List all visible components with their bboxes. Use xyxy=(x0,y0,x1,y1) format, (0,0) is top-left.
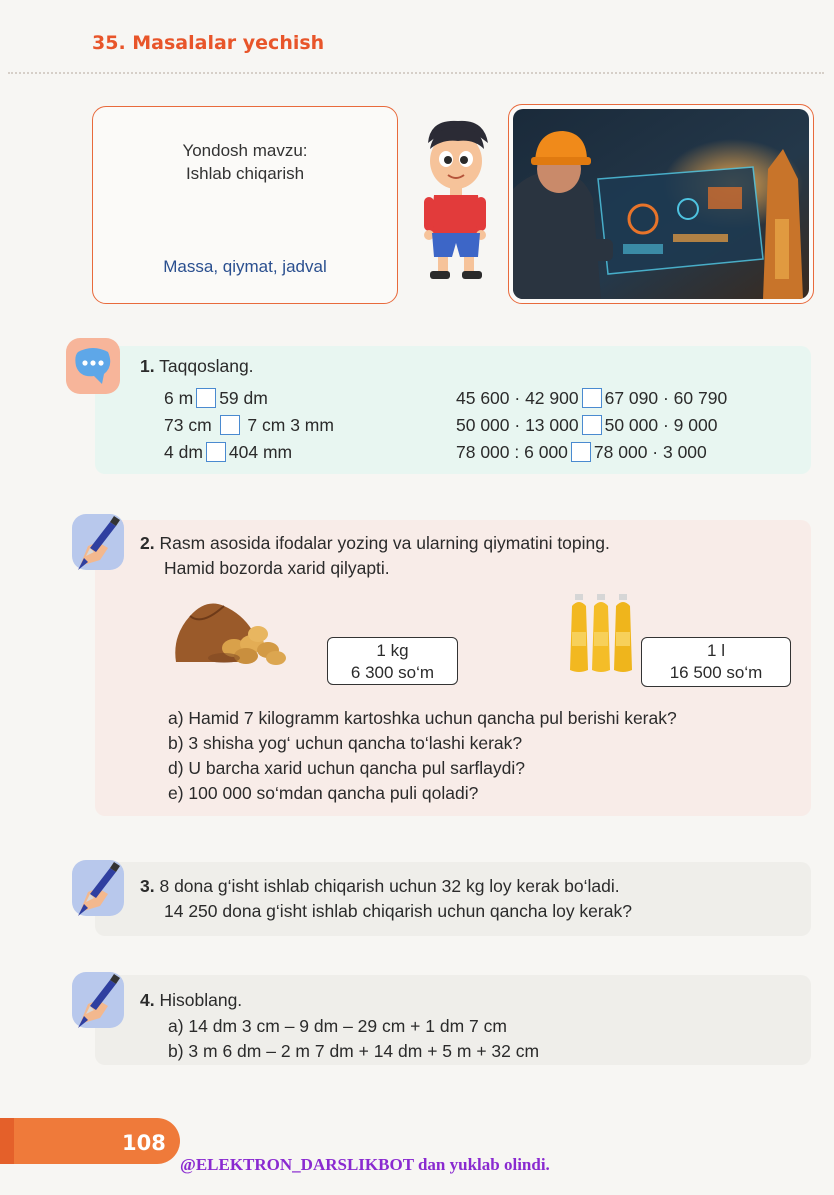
boy-illustration xyxy=(410,115,500,285)
factory-photo xyxy=(508,104,814,304)
pencil-hand-icon xyxy=(68,512,126,574)
task1-right-row: 50 000 · 13 000 50 000 · 9 000 xyxy=(456,415,718,435)
answer-box[interactable] xyxy=(582,388,602,408)
oil-price-tag xyxy=(641,637,791,687)
potato-price-qty: 1 kg xyxy=(376,641,409,660)
answer-box[interactable] xyxy=(582,415,602,435)
task4-expression-a: a) 14 dm 3 cm – 9 dm – 29 cm + 1 dm 7 cm xyxy=(168,1016,507,1036)
watermark: @ELEKTRON_DARSLIKBOT dan yuklab olindi. xyxy=(180,1155,550,1174)
oil-price-value: 16 500 so‘m xyxy=(669,663,763,682)
task4-expression-b: b) 3 m 6 dm – 2 m 7 dm + 14 dm + 5 m + 32 cm xyxy=(168,1041,540,1061)
task3-line1: 3. 8 dona g‘isht ishlab chiqarish uchun 32 kg loy kerak bo‘ladi. xyxy=(140,876,620,896)
answer-box[interactable] xyxy=(196,388,216,408)
potato-sack-image xyxy=(172,596,292,666)
oil-price-qty: 1 l xyxy=(707,641,725,660)
answer-box[interactable] xyxy=(571,442,591,462)
answer-box[interactable] xyxy=(206,442,226,462)
potato-price-tag xyxy=(327,637,458,685)
pencil-hand-icon xyxy=(68,858,126,920)
task1-left-row: 4 dm 404 mm xyxy=(164,442,293,462)
speech-bubble-icon xyxy=(64,336,122,398)
task2-question-b: b) 3 shisha yog‘ uchun qancha to‘lashi kerak? xyxy=(168,733,523,753)
factory-photo-image xyxy=(513,109,809,299)
task4-instruction: 4. Hisoblang. xyxy=(140,990,243,1010)
pencil-hand-icon xyxy=(68,970,126,1032)
answer-box[interactable] xyxy=(220,415,240,435)
task1-instruction: 1. Taqqoslang. xyxy=(140,356,254,376)
topic-box xyxy=(92,106,398,304)
task2-question-e: e) 100 000 so‘mdan qancha puli qoladi? xyxy=(168,783,479,803)
potato-price-value: 6 300 so‘m xyxy=(350,663,435,682)
page-title: 35. Masalalar yechish xyxy=(92,32,325,54)
topic-subject: Massa, qiymat, jadval xyxy=(163,257,327,276)
header-divider xyxy=(8,72,824,74)
task2-line1: 2. Rasm asosida ifodalar yozing va ularning qiymatini toping. xyxy=(140,533,610,553)
oil-bottles-image xyxy=(566,592,638,674)
task3-panel xyxy=(95,862,811,936)
task1-left-row: 6 m 59 dm xyxy=(164,388,268,408)
topic-name: Ishlab chiqarish xyxy=(185,164,305,183)
page-number: 108 xyxy=(122,1131,166,1155)
task1-right-row: 45 600 · 42 900 67 090 · 60 790 xyxy=(456,388,728,408)
task1-right-row: 78 000 : 6 000 78 000 · 3 000 xyxy=(456,442,707,462)
task2-question-d: d) U barcha xarid uchun qancha pul sarflaydi? xyxy=(168,758,526,778)
task2-question-a: a) Hamid 7 kilogramm kartoshka uchun qancha pul berishi kerak? xyxy=(168,708,677,728)
task1-left-row: 73 cm 7 cm 3 mm xyxy=(164,415,334,435)
topic-label: Yondosh mavzu: xyxy=(182,141,308,160)
task3-line2: 14 250 dona g‘isht ishlab chiqarish uchun qancha loy kerak? xyxy=(164,901,632,921)
task2-line2: Hamid bozorda xarid qilyapti. xyxy=(164,558,390,578)
